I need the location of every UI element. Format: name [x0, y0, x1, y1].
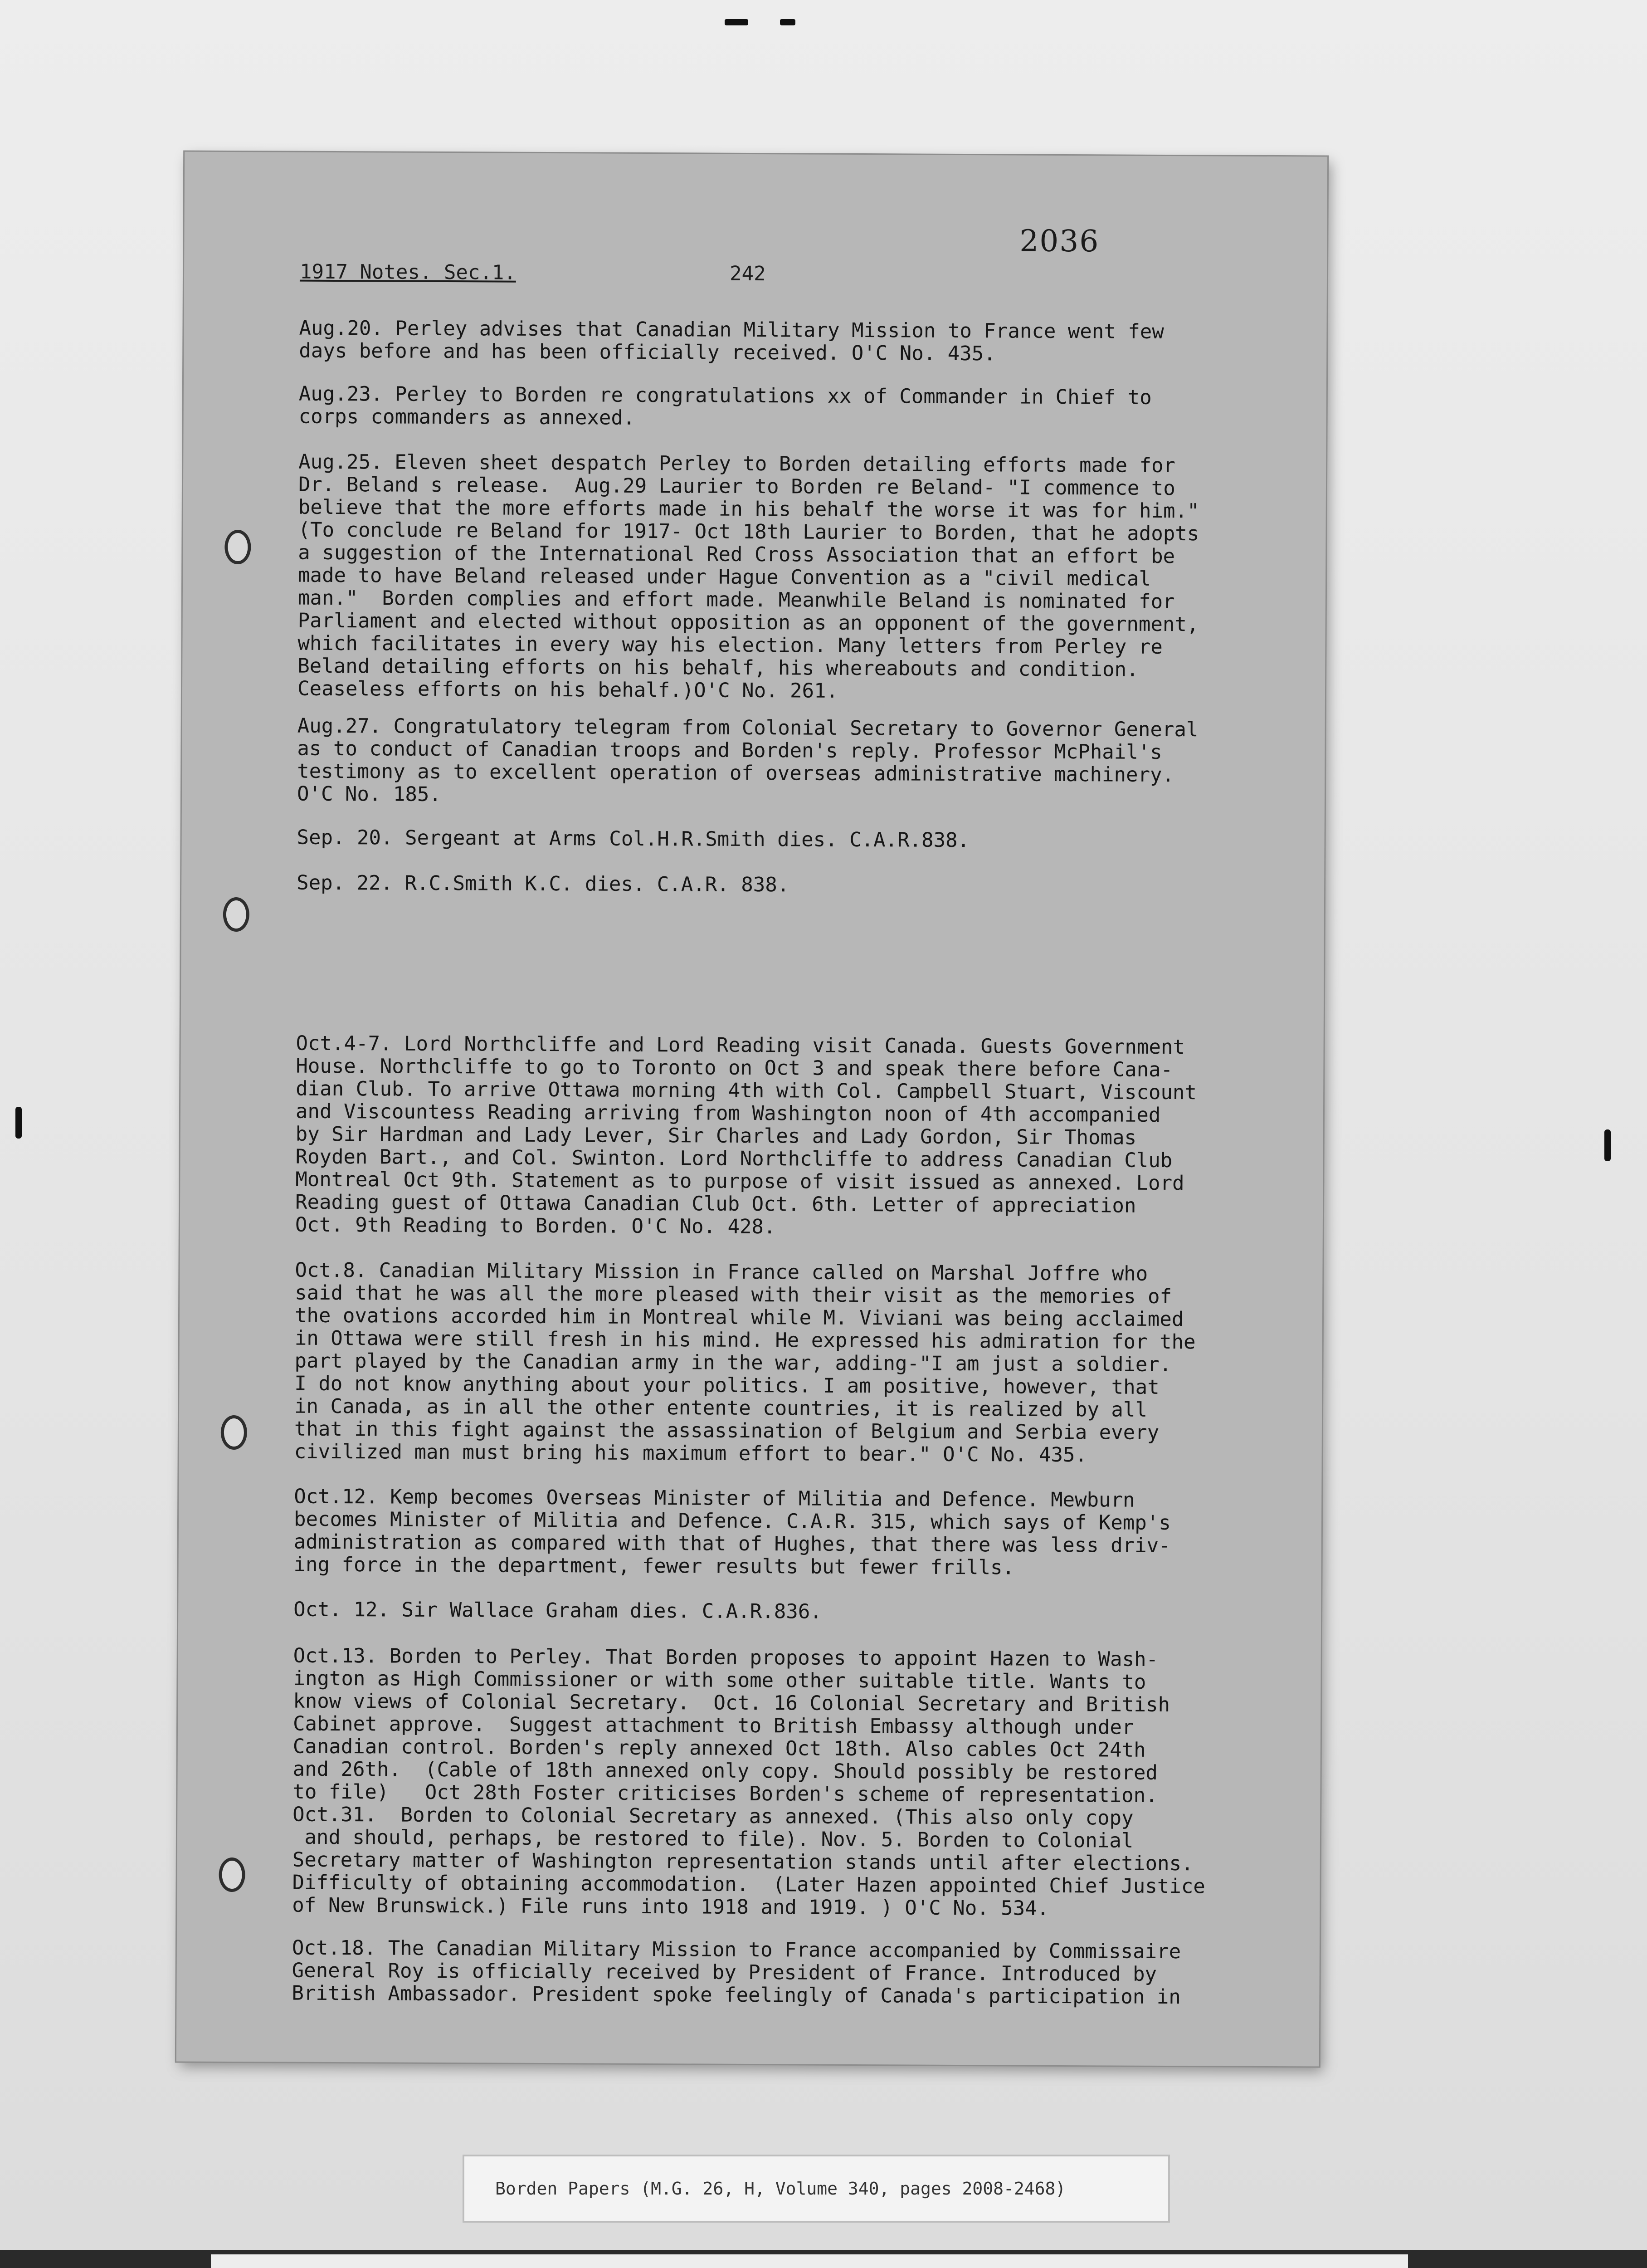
note-entry: Oct.8. Canadian Military Mission in France called on Marshal Joffre who said that he was all the more pleased with their visit as the memories of the ovations accorded him in Montreal while M. Viviani was being acclaimed in Ottawa were still fresh in his mind. He expressed his admiration for the part played by the Canadian army in the war, adding-"I am just a soldier. I do not know anything about your politics. I am positive, however, that in Canada, as in all the other entente countries, it is realized by all that in this fight against the assassination of Belgium and Serbia every civilized man must bring his maximum effort to bear." O'C No. 435.: [294, 1258, 1196, 1467]
note-entry: Oct.13. Borden to Perley. That Borden proposes to appoint Hazen to Wash- ington as High Commissioner or with some other suitable title. Wants to know views of Colonial Secretary. Oct. 16 Colonial Secretary and British Cabinet approve. Suggest attachment to British Embassy although under Canadian control. Borden's reply annexed Oct 18th. Also cables Oct 24th and 26th. (Cable of 18th annexed only copy. Should possibly be restored to file) Oct 28th Foster criticises Borden's scheme of representation. Oct.31. Borden to Colonial Secretary as annexed. (This also only copy and should, perhaps, be restored to file). Nov. 5. Borden to Colonial Secretary matter of Washington representation stands until after elections. Difficulty of obtaining accommodation. (Later Hazen appointed Chief Justice of New Brunswick.) File runs into 1918 and 1919. ) O'C No. 534.: [292, 1644, 1205, 1920]
note-entry: Aug.20. Perley advises that Canadian Military Mission to France went few days before and has been officially received. O'C No. 435.: [299, 316, 1164, 366]
note-entry: Aug.27. Congratulatory telegram from Colonial Secretary to Governor General as to conduct of Canadian troops and Borden's reply. Professor McPhail's testimony as to excellent operation of overseas administrative machinery. O'C No. 185.: [297, 714, 1199, 807]
punch-hole: [224, 530, 251, 564]
punch-hole: [219, 1857, 245, 1892]
film-mark: [780, 19, 795, 25]
film-mark: [725, 19, 748, 25]
note-entry: Sep. 20. Sergeant at Arms Col.H.R.Smith dies. C.A.R.838.: [297, 826, 970, 852]
document-page: [176, 152, 1327, 2067]
punch-hole: [223, 897, 249, 932]
note-entry: Oct.4-7. Lord Northcliffe and Lord Reading visit Canada. Guests Government House. Northcliffe to go to Toronto on Oct 3 and speak there before Cana- dian Club. To arrive Ottawa morning 4th with Col. Campbell Stuart, Viscount and Viscountess Reading arriving from Washington noon of 4th accompanied by Sir Hardman and Lady Lever, Sir Charles and Lady Gordon, Sir Thomas Royden Bart., and Col. Swinton. Lord Northcliffe to address Canadian Club Montreal Oct 9th. Statement as to purpose of visit issued as annexed. Lord Reading guest of Ottawa Canadian Club Oct. 6th. Letter of appreciation Oct. 9th Reading to Borden. O'C No. 428.: [295, 1031, 1197, 1239]
note-entry: Aug.25. Eleven sheet despatch Perley to Borden detailing efforts made for Dr. Beland s release. Aug.29 Laurier to Borden re Beland- "I commence to believe that the more efforts made in his behalf the worse it was for him." (To conclude re Beland for 1917- Oct 18th Laurier to Borden, that he adopts a suggestion of the International Red Cross Association that an effort be made to have Beland released under Hague Convention as a "civil medical man." Borden complies and effort made. Meanwhile Beland is nominated for Parliament and elected without opposition as an opponent of the government, which facilitates in every way his election. Many letters from Perley re Beland detailing efforts on his behalf, his whereabouts and condition. Ceaseless efforts on his behalf.)O'C No. 261.: [297, 450, 1199, 703]
note-entry: Oct.12. Kemp becomes Overseas Minister of Militia and Defence. Mewburn becomes Minister of Militia and Defence. C.A.R. 315, which says of Kemp's administration as compared with that of Hughes, that there was less driv- ing force in the department, fewer results but fewer frills.: [293, 1485, 1171, 1579]
note-entry: Oct.18. The Canadian Military Mission to France accompanied by Commissaire General Roy is officially received by President of France. Introduced by British Ambassador. President spoke feelingly of Canada's participation in: [292, 1936, 1181, 2009]
note-entry: Sep. 22. R.C.Smith K.C. dies. C.A.R. 838.: [297, 871, 789, 897]
folio-number: 242: [729, 262, 766, 286]
section-title: 1917 Notes. Sec.1.: [299, 260, 516, 284]
film-edge-mark: [15, 1107, 22, 1139]
archive-label: [211, 2254, 1408, 2268]
stamped-page-number: 2036: [1019, 223, 1100, 259]
source-caption: Borden Papers (M.G. 26, H, Volume 340, pages 2008-2468): [463, 2155, 1170, 2223]
film-edge-mark: [1604, 1129, 1611, 1161]
page-header: [299, 260, 766, 286]
punch-hole: [221, 1415, 247, 1450]
note-entry: Oct. 12. Sir Wallace Graham dies. C.A.R.836.: [293, 1598, 822, 1623]
note-entry: Aug.23. Perley to Borden re congratulations xx of Commander in Chief to corps commanders as annexed.: [298, 382, 1152, 430]
